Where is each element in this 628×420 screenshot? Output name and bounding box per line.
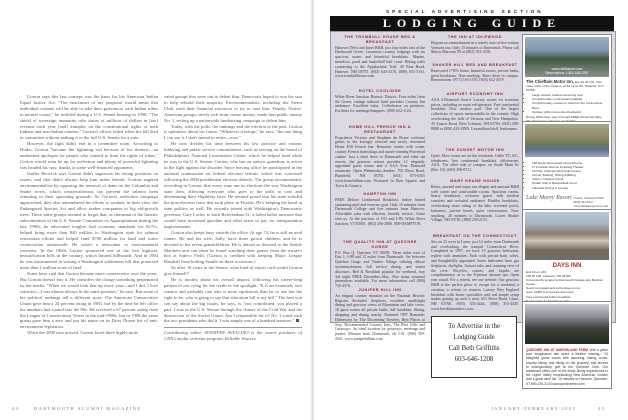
listing-body: FREE Deluxe Continental Breakfast, indoor heated swimming pool and exercise gym. Only 10 minutes from Dartmouth College and five minutes from Hanover. Affordable rates with efficient, friendly service. Come visit us. At the junction of I-91 and I-89, White River Junction, VT 05001. (802) 296-2800. 800-HAMPTON. [335, 197, 425, 226]
listing-body: P.O. Box Q, Quechee, VT 05059. Three miles west of Exit 1, I-89 and 12 miles from Dartmouth. Set between Quechee Gorge and Timber Village offering deluxe accommodations, full service dining, and senior discounts. Bed & Breakfast popular for weekend, stay 3rd night FREE December–May. Also many seasonal promotions available. For more information call (800) 732-4376. [335, 250, 425, 289]
article-paragraph: So after 18 years in the Senate, what kind of report card would Gorton give himself? [164, 265, 302, 277]
amenity-item: • Tennis, Boating, Hiking & Biking [532, 173, 608, 177]
article-paragraph: Some have said that Gorton became more conservative over the years. But Gorton doesn't buy it. He considers the charge something perpetuated by the media. "When we would look that up every year—and I did, I love statistics—I was almost always in the same position," he says. But some of his political rankings tell a different story. The American Conservative Union gave him a 24 percent rating in 1983, but by the time he left office his numbers had soared into the 80s. He received a 67 percent rating from the League of Conservation Voters in the mid-1980s, but in 1998 the same group gave him a zero and put his name on its Dirty Dozen list of anti-environment legislators. [20, 271, 158, 330]
end-mark-icon [296, 319, 299, 322]
lodging-guide-banner: LODGING GUIDE [330, 16, 614, 31]
issue-date-folio: JANUARY/FEBRUARY 2003 [491, 406, 577, 411]
days-inn-line: 135 Rt 120, Lebanon, NH 03766 [526, 274, 571, 279]
listing-mary-keane-house [431, 179, 519, 223]
ad-chieftain-motor-inn [522, 34, 612, 127]
magazine-title-folio: DARTMOUTH ALUMNI MAGAZINE [34, 406, 142, 411]
listing-shaker-hill [431, 63, 519, 83]
listing-title: THE QUALITY INN AT QUECHEE GORGE [343, 240, 417, 249]
article-paragraph: However, the fight didn't end in a committee room. According to Dutko, Gorton "became the lightning rod because of his rhetoric—an unabashed apologist for people who wanted to limit the rights of tribes." Gorton would soon be up for reelection and plenty of powerful lightning was headed his way, thanks to some well-financed opponents. [20, 141, 158, 170]
quechee-title: QUECHEE INN AT MARSHLAND FARM [526, 348, 589, 352]
listing-breakfast-on-the-connecticut [431, 234, 519, 312]
page-number-right: 45 [598, 406, 606, 411]
article-paragraph: Gorton says this last concept was the basis for his American Indian Equal Justice Act. "The enactment of my proposal would mean that individual citizens will be able to take their grievances with Indian tribes to neutral courts," he testified during a U.S. Senate hearing in 1998. "The shield of sovereign immunity robs status of millions of dollars in [tax] revenue each year [and] tramples on the constitutional rights of both Indians and non-Indian citizens." Gorton's efforts failed when his bill died in committee without making it to the full U.S. Senate for a vote. [20, 94, 158, 141]
listing-title: HAMPTON INN [363, 192, 397, 196]
chieftain-text [523, 79, 611, 126]
amenity-item: • 18-Hole Championship Golf Course [532, 169, 608, 173]
article-paragraph: vated groups that were out to defeat him. Democrats hoped to win his seat to help rebuild their majority. Environmentalists, including the Sierra Club, used their financial resources to try to oust him. Finally, Native-American groups, newly rich from casino money, made him public enemy No. 1, setting up a nationwide fundraising campaign to defeat him. [164, 94, 302, 123]
listing-quality-inn [335, 240, 425, 289]
chieftain-photo-caption [525, 67, 609, 75]
listing-body: Relax, unwind and enjoy our elegant and unusual B&B with warm and comfortable rooms. Spacious rooms, hearty breakfasts, welcome guests with modern comforts and secluded ambiance. Healthy breakfasts, overlooking stone ruling of the lake, screened porch, balconies, private beach, quiet conversation. Non-smoking. 20 minutes to Dartmouth. Lower Shaker Village, NH 03748. (888) 239-2153. [431, 184, 519, 223]
days-inn-photo [525, 212, 609, 260]
listing-body: Sits on 23 acres in Lyme, just 12 miles from Dartmouth and overlooking the tranquil Connecticut River. Completed in 1997, we have 15 gracious bedrooms, replete with amenities. Each with private bath, robes, and thoughtfully appointed. Some bedrooms have gas fireplaces, skylights, Jacuzzi tubs, and stunning view of the river. Bicycles, canoes, and kayaks are complimentary, as is the 8-person Jacuzzi spa. Open year round. For a retreat, see our website. Our gracious B&B is the perfect place to escape for a weekend, a vacation, a retreat, or reunion. Luxury New England breakfast with house specialties and real maple syrup makes getting up such a treat. 651 River Road, Lyme, NH 03768. (603) 353-4444, (888) 353-4440. www.breakfastonthect.com [431, 239, 519, 311]
quechee-url: www.quecheeinn.com [552, 381, 585, 386]
days-inn-title: DAYS INN [552, 262, 582, 269]
quechee-photo [525, 304, 609, 344]
article-column-2 [164, 94, 302, 342]
left-page [0, 0, 312, 420]
article-paragraph [164, 277, 302, 324]
article-paragraph: When the 2000 race arrived, Gorton faced three highly moti- [27, 330, 139, 336]
listing-trumbull-house [335, 35, 425, 79]
article-paragraph: Staffer Berwick says Gorton didn't sugarcoat his strong positions on issues, and that didn't always help him make friends. Gorton angered environmentalists by opposing the removal of dams on the Columbia and Snake rivers, which conservationists say prevent the salmon from returning to their spawning grounds. As Gorton's reelection campaign approached, they also remembered his efforts to weaken, in their view, the Endangered Species Act and allow timber companies to log old-growth trees. These same groups seemed to forget that, as chairman of the Interior subcommittee of the U.S. Senate Committee on Appropriations during the late 1990s, he advocated tougher fuel economy standards for SUVs, helped bring more than $40 million to Washington state for salmon restoration efforts and helped fund $700 million for land and water conservation nationwide. He wasn't a newcomer to environmental concerns. In the 1960s Gorton sponsored one of the first highway beautification bills in the country, which limited billboards. And in 1984 he was instrumental in writing a Washington wilderness bill that protected more than 1 million acres of land. [20, 170, 158, 271]
lake-resort-text [523, 159, 611, 194]
chieftain-name: The Chieftain Motor Inn, [526, 79, 574, 84]
chieftain-intro: Rte 10 off I-91. Two miles north of the campus, at 84 Lyme Rd. Hanover, N.H. 03755. [526, 80, 605, 93]
listing-title: AIRPORT ECONOMY INN [446, 92, 504, 96]
listing-title: THE TRUMBULL HOUSE BED & BREAKFAST [344, 35, 416, 44]
amenity-item: • Complimentary canoes to travel on the Connecticut River [532, 101, 608, 109]
lake-resort-address: Fairlee, Vermont 05045 [573, 195, 604, 200]
listing-body: Elegant accommodations in a stately turn-of-the-century Vermont inn. Only 15 minutes to Dartmouth. Please call Marcy Marceau '85 at (802) 763-3256. [431, 40, 519, 55]
amenity-item: • Large outdoor heated swimming pool [532, 93, 608, 97]
listing-title: SHAKER HILL BED AND BREAKFAST [432, 63, 518, 67]
listing-airport-economy-inn [431, 92, 519, 131]
days-inn-line: Newly renovated and extra large rooms [526, 286, 580, 291]
amenity-item: • 138 Newly Renovated Guest Rooms [532, 161, 608, 165]
final-paragraph-text: He is modest about his overall impact, following his career-long pattern of not vying for the credit or the spotlight. "It is an extremely rare senator and probably one who is more egotistical than he or she has the right to be, who is going to say that education bill is my bill." The best you can say about the big issues, he says, is "you contributed, you played a part. I was in the U.S. Senate through the climax of the Cold War and the destruction of the Soviet Union. Am I responsible for it? No. I voted with the two presidents who did it. I was simply one of a hundred senators." [164, 277, 302, 324]
chieftain-amenities [526, 93, 608, 113]
article-paragraph: He now divides his time between his law practice and various lobbying and public service commitments, such as serving on the board of Philadelphia's National Constitution Center, which he helped fund while he was in the U.S. Senate. Gorton, who has an autistic grandson, is active in the fight against the disorder. Since leaving office he participated in the national commission on federal election reform, which was convened following the 2000 presidential election debacle. The group recommended, according to Gorton, that every state run its elections the way Washington state does, allowing everyone who goes to the polls to vote and determining their eligibility later. He seemed proud that his state avoided the post-election farce that took place in Florida. He's keeping his hand in state politics as well. He recently joined with Washington's Democratic governor, Gary Locke, to back Referendum 51, a failed ballot measure that would have increased gasoline and other taxes to pay for transportation improvements. [164, 141, 302, 229]
listing-title: BREAKFAST ON THE CONNECTICUT [432, 234, 518, 238]
advertise-callout [431, 316, 517, 378]
listing-body: White River Junction Historic District. Four miles from the Green, vintage railroad hotel provides Country Inn ambiance. Excellent value. Coffeehouse on premises. Facilities for meetings/banquets. (800) 622-1124. [335, 94, 425, 114]
listing-hotel-coolidge [335, 89, 425, 114]
lake-resort-logo: Lake Morey Resort [526, 194, 572, 201]
days-inn-line: AAA, AARP & Corporate discounts [526, 290, 574, 295]
listing-title: MARY KEANE HOUSE [450, 179, 500, 183]
section-kicker: SPECIAL ADVERTISING SECTION [386, 9, 544, 14]
author-signoff: Contributing editor JENNIFER AVELLINO is the senior producer of CNN's media criticism program, Reliable Sources. [164, 327, 302, 342]
quechee-body: Visit a place your imagination has spent a lifetime missing... 24 delightful guest rooms with canoeing, biking, cross-country skiing, and hiking on the property, and access to championship golf at the Quechee Club. Our restaurant offers one of the finest dining experiences in the Upper Valley emphasizing New American Cuisine and a great wine list. 15 minutes to Hanover. Quechee, VT 800-235-3133 [526, 348, 608, 386]
listing-body: An elegant country mansion on the National Historic Register. Secluded, fireplaces, excellent candlelight dining and gracious views of Mountains and lake views. 16 guest rooms all private baths, full breakfast. Skiing, shopping and dining nearby. Featured 1997 Romantic Hideaways by The Discerning Traveler, Best Places to Stay, Recommended Country Inns, The Best Gifts and Getaways. An ideal location for getaways, meetings and parties. Minutes from Dartmouth, off I-91. (800) 359-2541. www.juniperhillinn.com [335, 293, 425, 341]
listing-body: Renovated 1790's home, beautiful rooms, private baths, great breakfasts. Non-smoking. Short drive to campus. Reservations: (877) 516-1370, (603) 632-4519. [431, 68, 519, 83]
listing-title: THE SUNSET MOTOR INN [445, 148, 505, 152]
lake-resort-url: www.lakemoreyresort.com [573, 203, 608, 208]
listing-title: HOTEL COOLIDGE [358, 89, 402, 93]
advertise-phone: 603-646-1208 [454, 356, 494, 363]
amenity-item: • Health Club & Racquetball Court [532, 181, 608, 185]
listing-body: AAA 3-Diamond Award. Luxury rooms for economy prices, including in-room refrigerators. Free continental breakfast. New outdoor pool. One of the largest collections of sports memorabilia in the country. High overlooking the falls of Vermont and New Hampshire. 45 Airport Road, West Lebanon, NH 03784. (603) 298-8888 or (800) 433-3INN. LexandSonAdolf, Innkeepers. [431, 97, 519, 131]
advertise-line-1: To Advertise in the [448, 323, 500, 330]
listing-title: JUNIPER HILL INN [358, 288, 402, 292]
chieftain-footer: During Winterfest, stay 3rd night FREE November-May. [526, 114, 602, 119]
ad-quechee-inn [522, 301, 612, 389]
amenity-item: • Indoor / Outdoor Pools [532, 177, 608, 181]
article-paragraph: Gorton also keeps busy outside the office. At age 74, he is still an avid runner. He and his wife, Sally, have three grown children, and he is devoted to his seven grandchildren. He is almost as devoted to the Seattle Mariners and can often be found watching their games from the owner's box at Safeco Field. (Gorton is credited with keeping Major League Baseball from bolting Seattle on three occasions.) [164, 229, 302, 265]
chieftain-reservations: Reservations: 1-800-845-3557 [545, 71, 589, 75]
amenity-item: • Lakeside Dining & Lounge [532, 186, 608, 190]
amenity-item: • Complimentary continental breakfast [532, 97, 608, 101]
quechee-text [523, 346, 611, 388]
amenity-item: • 17 Fountain Rooms including Theater [532, 165, 608, 169]
listing-juniper-hill [335, 288, 425, 342]
article-paragraph: Today, with the polls, the rankings and the election in the past, Gorton is optimistic about his future. "Whatever it brings," he says, "the one thing I can say is I don't intend to retire—ever." [164, 123, 302, 141]
listing-inn-at-idlewood [431, 35, 519, 55]
advertise-line-3: Call Beth Griffiths [448, 345, 500, 352]
advertise-line-2: Lodging Guide [453, 334, 495, 341]
listing-body: Proprietors Victoria and Stephane du Roure welcome guests to the lovingly restored and newly renovated Home Hill French Inn. Romantic rooms with warm, country French furnishings and award-winning Provencal cuisine. Just a short drive to Dartmouth and other ski resorts, the gracious retreat provides 12 elegantly appointed guest rooms and a AAA Four Diamond restaurant. Open Wednesday–Sunday. 703 River Road, Plainfield, NH 03781. (603) 675-6165 www.homehillinn.com. Featured in Bon Appetit and Town & Country. [335, 135, 425, 188]
article-column-1 [20, 94, 158, 336]
days-inn-line: Exit 18 on I-89 [526, 270, 546, 274]
listing-title: THE INN AT IDLEWOOD [447, 35, 503, 39]
chieftain-url: www.chieftaininn.com [551, 67, 583, 71]
listing-title: HOME HILL FRENCH INN & RESTAURANT [348, 125, 412, 134]
lake-resort-footer [523, 194, 611, 210]
listing-sunset-motor-inn [431, 148, 519, 173]
page-number-left: 44 [12, 406, 20, 411]
ad-lake-morey-resort [522, 121, 612, 211]
amenity-item: • Outdoor grills in tree-lined backyard [532, 110, 608, 114]
lake-resort-contact [574, 196, 609, 208]
days-inn-line: Free continental buffet breakfast [526, 294, 571, 299]
chieftain-photo [525, 37, 609, 77]
days-inn-line: Conveniently located to Dartmouth College and Medical Center [526, 278, 603, 287]
listing-home-hill [335, 125, 425, 188]
listing-hampton-inn [335, 192, 425, 227]
lake-resort-photo [525, 124, 609, 157]
listing-body: Quiet. Most rooms are on the riverbank. Cable TV, A/C, telephones, free continental breakfast, efficiencies, AAA. The other side of campus, on South Main St. (Rte. 10). (603) 298-8721. [431, 153, 519, 173]
lake-resort-phone: (800) 423-6227 [573, 199, 594, 204]
listing-body: Hanover (New and Inner B&B, just four miles east of the Dartmouth Green. Luxurious country lodgings with six spacious rooms and bountiful breakfasts. Maples, meadows, pond and basketball half court. Hiking trails connecting to the Appalachian Trail. 40 Etna Road, Hanover, NH 03755. (603) 643-2370, (800) 651-5141. www.trumbullhouse.com [335, 45, 425, 79]
lake-resort-amenities [526, 161, 608, 190]
